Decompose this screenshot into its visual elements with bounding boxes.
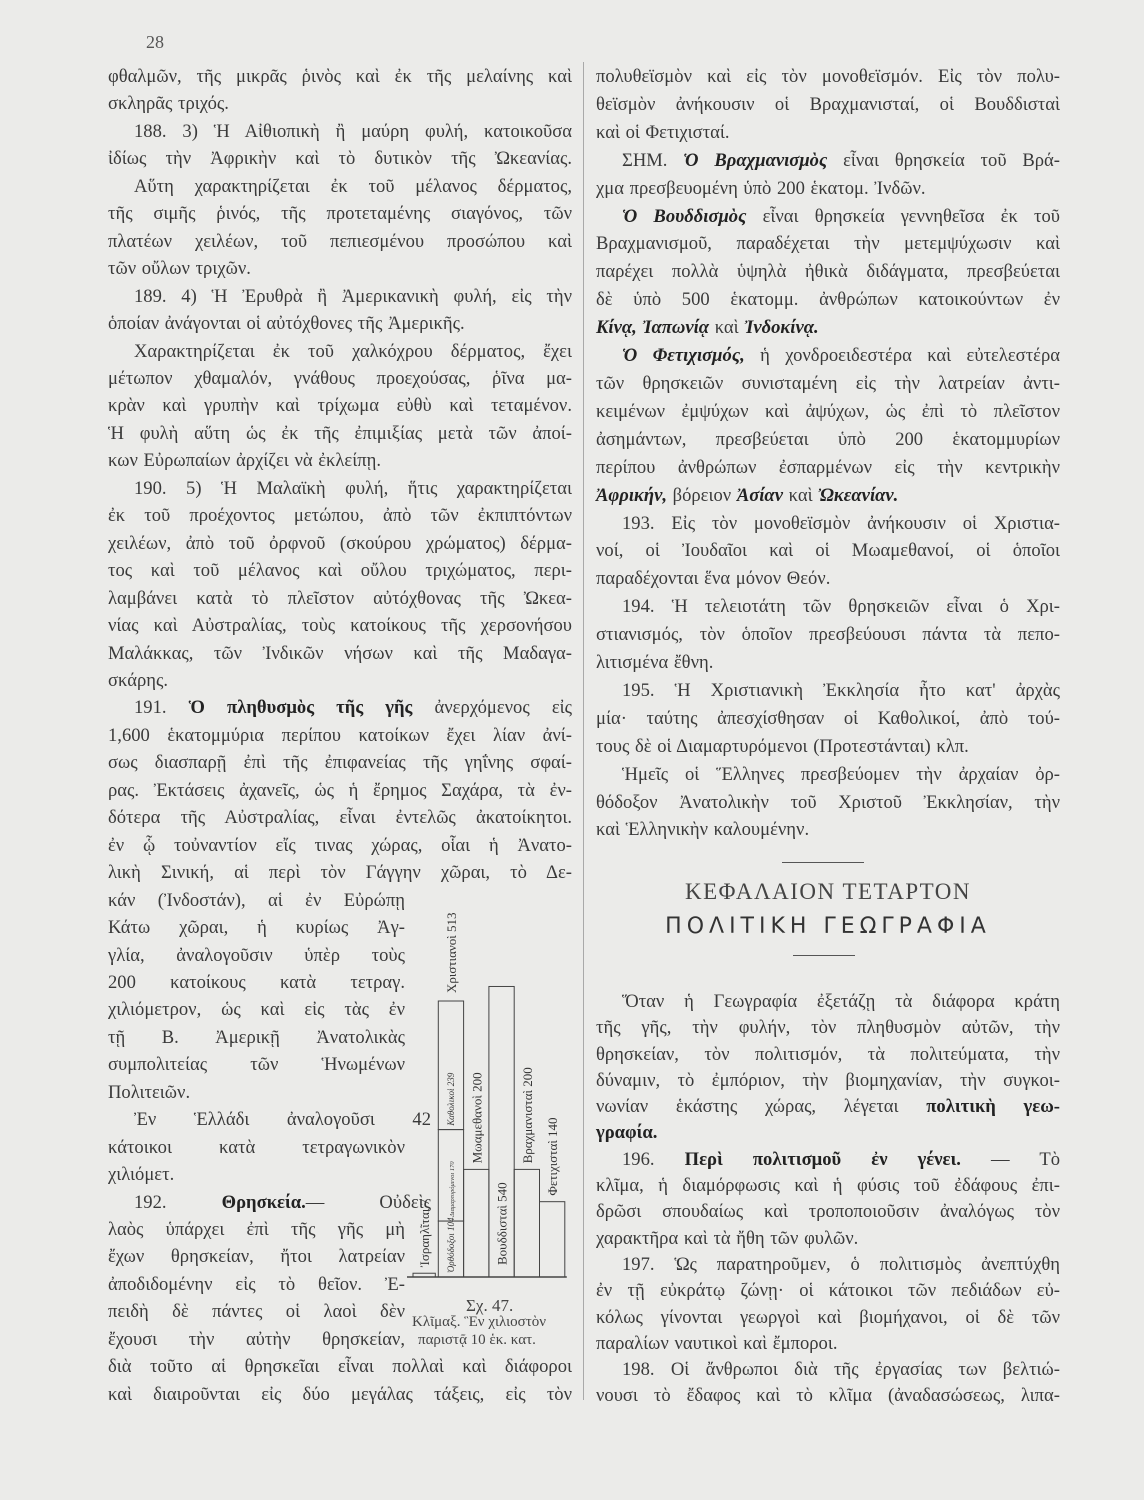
text-run: τῶν οὔλων τριχῶν. <box>108 258 251 280</box>
text-line <box>108 475 572 502</box>
text-line <box>108 1326 405 1353</box>
text-run: χειλέων, ἀπὸ τοῦ ὀρφνοῦ (σκούρου χρώματος) δέρμα- <box>108 532 572 554</box>
text-run: 1,600 ἑκατομμύρια περίπου κατοίκων ἔχει λίαν ἀνί- <box>108 724 572 746</box>
bar <box>464 1169 489 1277</box>
text-line <box>108 996 405 1023</box>
text-run: κρὰν καὶ γρυπὴν καὶ τρίχωμα εὐθὺ καὶ τεταμένον. <box>108 395 572 417</box>
text-run: Ἡμεῖς οἱ Ἕλληνες πρεσβεύομεν τὴν ἀρχαίαν ὀρ- <box>622 763 1060 785</box>
text-run: Ἡ φυλὴ αὕτη ὡς ἐκ τῆς ἐπιμιξίας μετὰ τῶν ἀποί- <box>108 422 572 444</box>
emphasized-term: Ὁ Βουδδισμὸς <box>622 205 747 227</box>
text-line <box>596 989 1060 1015</box>
text-line <box>108 1134 405 1161</box>
bar <box>540 1202 565 1277</box>
text-run: θεϊσμὸν ἀνήκουσιν οἱ Βραχμανισταί, οἱ Βουδδισταὶ <box>596 93 1060 115</box>
text-run: γλία, ἀναλογοῦσιν ὑπὲρ τοὺς <box>108 944 405 966</box>
text-run: 191. <box>134 697 189 719</box>
text-line <box>108 667 572 694</box>
text-run: ἐν ᾧ τοὐναντίον εἴς τινας χώρας, οἷαι ἡ Ἀνατο- <box>108 834 572 856</box>
bar-label: Φετιχισταὶ 140 <box>545 1117 561 1196</box>
text-line <box>596 677 1060 705</box>
text-line <box>108 118 572 145</box>
religions-bar-chart <box>400 870 600 1290</box>
text-line <box>108 777 572 804</box>
text-run: τῆς γῆς, τὴν φυλήν, τὸν πληθυσμὸν αὐτῶν, τὴν <box>596 1017 1060 1039</box>
text-line <box>108 914 405 941</box>
text-run: χμα πρεσβευομένη ὑπὸ 200 ἑκατομ. Ἰνδῶν. <box>596 177 926 199</box>
emphasized-term: Κίνᾳ, Ἰαπωνίᾳ <box>596 317 710 339</box>
bar <box>514 1169 539 1277</box>
text-line <box>108 228 572 255</box>
text-line <box>108 1051 405 1078</box>
text-line <box>108 1106 431 1133</box>
text-line <box>108 749 572 776</box>
text-line <box>596 1042 1060 1068</box>
text-line <box>596 705 1060 733</box>
text-run: ἀποδιδομένην εἰς τὸ θεῖον. Ἐ- <box>108 1273 405 1295</box>
text-run: δότερα τῆς Αὐστραλίας, εἶναι ἐντελῶς ἀκατοίκητοι. <box>108 807 572 829</box>
emphasized-term: Ὁ πληθυσμὸς τῆς γῆς <box>188 697 413 719</box>
text-line <box>108 557 572 584</box>
text-run: Ἐν Ἑλλάδι ἀναλογοῦσι 42 <box>134 1109 431 1131</box>
text-run: σκληρᾶς τριχός. <box>108 93 229 115</box>
text-line <box>108 63 572 90</box>
bar-label: Βραχμανισταὶ 200 <box>519 1067 535 1164</box>
text-run: τῇ Β. Ἀμερικῇ Ἀνατολικὰς <box>108 1026 405 1048</box>
emphasized-term: Περὶ πολιτισμοῦ ἐν γένει. <box>684 1148 961 1170</box>
chapter-rule-bottom <box>793 955 855 956</box>
text-line <box>108 1079 405 1106</box>
text-line <box>596 398 1060 426</box>
chapter-rule-top <box>782 862 864 863</box>
text-line <box>108 722 572 749</box>
chapter-title: ΠΟΛΙΤΙΚΗ ΓΕΩΓΡΑΦΙΑ <box>665 914 991 939</box>
text-line <box>108 145 572 172</box>
emphasized-term: πολιτικὴ γεω- <box>926 1096 1060 1118</box>
text-run: Αὕτη χαρακτηρίζεται ἐκ τοῦ μέλανος δέρματος, <box>134 175 572 197</box>
text-line <box>108 585 572 612</box>
text-run: φθαλμῶν, τῆς μικρᾶς ῥινὸς καὶ ἐκ τῆς μελαίνης καὶ <box>108 66 572 87</box>
text-line <box>596 1357 1060 1383</box>
right-column-bottom <box>596 989 1060 1410</box>
text-run: 188. 3) Ἡ Αἰθιοπικὴ ἢ μαύρη φυλή, κατοικοῦσα <box>134 120 572 142</box>
chapter-number-title: ΚΕΦΑΛΑΙΟΝ ΤΕΤΑΡΤΟΝ <box>684 879 972 904</box>
text-line <box>108 969 405 996</box>
text-line <box>108 1298 405 1325</box>
text-run: νοί, οἱ Ἰουδαῖοι καὶ οἱ Μωαμεθανοί, οἱ ὁποῖοι <box>596 540 1060 562</box>
text-run: χιλιόμετρον, ὡς καὶ εἰς τὰς ἐν <box>108 999 405 1021</box>
text-run: καὶ <box>709 317 745 339</box>
text-run: βόρειον <box>666 484 737 506</box>
text-line <box>596 1305 1060 1331</box>
scale-note-line-2: παριστᾷ 10 ἑκ. κατ. <box>418 1332 536 1348</box>
text-line <box>596 1383 1060 1409</box>
text-run: 189. 4) Ἡ Ἐρυθρὰ ἢ Ἀμερικανικὴ φυλή, εἰς τὴν <box>134 285 572 307</box>
text-run: Πολιτειῶν. <box>108 1081 191 1103</box>
bar-label: Βουδδισταὶ 540 <box>494 1182 510 1265</box>
text-run: εἶναι θρησκεία τοῦ Βρά- <box>827 149 1060 171</box>
text-run: περίπου ἀνθρώπων ἐσπαρμένων εἰς τὴν κεντρικὴν <box>596 456 1060 478</box>
text-line <box>108 338 572 365</box>
text-run: Χαρακτηρίζεται ἐκ τοῦ χαλκόχρου δέρματος, ἔχει <box>134 340 572 362</box>
figure-caption: Σχ. 47. <box>466 1296 514 1315</box>
segment-label: Ὀρθόδοξοι 104 <box>445 1217 456 1273</box>
text-run: νωνίαν ἑκάστης χώρας, λέγεται <box>596 1096 927 1118</box>
text-run: ἔχων θρησκείαν, ἤτοι λατρείαν <box>108 1246 405 1268</box>
text-line <box>108 1243 405 1270</box>
text-line <box>108 1161 405 1188</box>
text-line <box>108 1216 405 1243</box>
bar-label: Μωαμεθανοὶ 200 <box>469 1072 485 1164</box>
text-run: χαρακτῆρα καὶ τὰ ἤθη τῶν φυλῶν. <box>596 1227 859 1249</box>
text-line <box>596 733 1060 761</box>
text-run: θόδοξον Ἀνατολικὴν τοῦ Χριστοῦ Ἐκκλησίαν, τὴν <box>596 791 1060 813</box>
text-run: μέτωπον χθαμαλόν, γνάθους προεχούσας, ῥῖνα μα- <box>108 367 572 389</box>
text-run: χιλιόμετ. <box>108 1164 175 1186</box>
text-line <box>108 887 405 914</box>
text-line <box>596 258 1060 286</box>
text-line <box>108 255 572 282</box>
text-run: τος καὶ τοῦ μέλανος καὶ οὔλου τριχώματος, περι- <box>108 560 572 582</box>
text-run: εἶναι θρησκεία γεννηθεῖσα ἐκ τοῦ <box>746 205 1060 227</box>
text-line <box>596 1173 1060 1199</box>
text-run: Κάτω χῶραι, ἡ κυρίως Ἀγ- <box>108 917 405 939</box>
text-line <box>596 789 1060 817</box>
text-run: — Τὸ <box>960 1148 1061 1170</box>
text-line <box>108 1353 572 1380</box>
text-run: στιανισμός, τὸν ὁποῖον πρεσβεύουσι πάντα τὰ πεπο- <box>596 624 1060 646</box>
text-line <box>596 1068 1060 1094</box>
segment-label: Καθολικοὶ 239 <box>445 1072 456 1126</box>
text-run: νίας καὶ Αὐστραλίας, τοὺς κατοίκους τῆς χερσονήσου <box>108 615 572 637</box>
text-run: καὶ οἱ Φετιχισταί. <box>596 121 730 143</box>
text-line <box>108 1189 431 1216</box>
text-run: μία· ταύτης ἀπεσχίσθησαν οἱ Καθολικοί, ἀπὸ τού- <box>596 707 1060 729</box>
bar-label: Χριστιανοὶ 513 <box>443 912 459 994</box>
text-line <box>596 1278 1060 1304</box>
text-run: καὶ <box>782 484 819 506</box>
text-run: ἀνερχόμενος εἰς <box>412 697 572 719</box>
text-run: λικὴ Σινική, αἱ περὶ τὸν Γάγγην χῶραι, τὸ Δε- <box>108 862 572 884</box>
text-line <box>108 640 572 667</box>
text-line <box>108 942 405 969</box>
text-run: δρῶσι σπουδαίως καὶ τροποποιοῦσιν ἀναλόγως τὸν <box>596 1201 1060 1223</box>
scale-note-line-1: Κλῖμαξ. Ἓν χιλιοστὸν <box>412 1314 547 1330</box>
text-line <box>596 147 1060 175</box>
text-line <box>596 370 1060 398</box>
text-line <box>108 502 572 529</box>
text-run: — Οὐδεὶς <box>305 1191 431 1213</box>
right-column-top <box>596 63 1060 844</box>
text-run: πλατέων χειλέων, τοῦ πεπιεσμένου προσώπου καὶ <box>108 230 572 252</box>
text-run: σκάρης. <box>108 669 168 691</box>
text-run: σως διασπαρῇ ἐπὶ τῆς ἐπιφανείας τῆς γηΐνης σφαί- <box>108 752 572 774</box>
text-run: θρησκείαν, τὸν πολιτισμόν, τὰ πολιτεύματα, τὴν <box>596 1043 1060 1065</box>
text-run: κάν (Ἰνδοστάν), αἱ ἐν Εὐρώπῃ <box>108 889 405 911</box>
text-line <box>108 447 572 474</box>
text-line <box>596 1120 1060 1146</box>
text-run: τους δὲ οἱ Διαμαρτυρόμενοι (Προτεστάνται) κλπ. <box>596 735 969 757</box>
text-line <box>596 1147 1060 1173</box>
text-run: 197. Ὡς παρατηροῦμεν, ὁ πολιτισμὸς ἀνεπτύχθη <box>622 1253 1060 1275</box>
text-line <box>108 1381 572 1408</box>
text-line <box>596 203 1060 231</box>
text-run: 198. Οἱ ἄνθρωποι διὰ τῆς ἐργασίας των βελτιώ- <box>622 1359 1060 1381</box>
emphasized-term: Ὁ Βραχμανισμὸς <box>683 149 828 171</box>
text-line <box>596 649 1060 677</box>
text-run: παρέχει πολλὰ ὑψηλὰ ἠθικὰ διδάγματα, πρεσβεύεται <box>596 261 1060 283</box>
emphasized-term: Θρησκεία. <box>221 1191 306 1213</box>
text-line <box>108 392 572 419</box>
text-line <box>596 1252 1060 1278</box>
emphasized-term: Ἀφρικήν, <box>596 484 667 506</box>
text-run: παραλίων ναυτικοὶ καὶ ἔμποροι. <box>596 1332 838 1354</box>
text-run: καὶ Ἑλληνικὴν καλουμένην. <box>596 819 810 841</box>
text-run: καὶ διαιροῦνται εἰς δύο μεγάλας τάξεις, εἰς τὸν <box>108 1383 572 1405</box>
text-line <box>596 454 1060 482</box>
bar-label: Ἰσραηλῖται 7 <box>417 1198 433 1268</box>
text-run: κων Εὐρωπαίων ἀρχίζει νὰ ἐκλείπῃ. <box>108 450 382 472</box>
text-line <box>596 1331 1060 1357</box>
text-run: 196. <box>622 1148 685 1170</box>
text-run: δύναμιν, τὸ ἐμπόριον, τὴν βιομηχανίαν, τὴν συγκοι- <box>596 1069 1060 1091</box>
text-run: κάτοικοι κατὰ τετραγωνικὸν <box>108 1136 405 1158</box>
text-line <box>596 761 1060 789</box>
text-line <box>596 91 1060 119</box>
text-run: πειδὴ δὲ πάντες οἱ λαοὶ δὲν <box>108 1301 405 1323</box>
text-run: 190. 5) Ἡ Μαλαϊκὴ φυλή, ἥτις χαρακτηρίζεται <box>134 477 572 499</box>
text-line <box>108 530 572 557</box>
text-run: λιτισμένα ἔθνη. <box>596 652 714 674</box>
text-line <box>596 1094 1060 1120</box>
text-run: λαὸς ὑπάρχει ἐπὶ τῆς γῆς μὴ <box>108 1219 405 1241</box>
text-run: ἰδίως τὴν Ἀφρικὴν καὶ τὸ δυτικὸν τῆς Ὠκεανίας. <box>108 148 572 170</box>
text-line <box>596 63 1060 91</box>
text-line <box>108 310 572 337</box>
emphasized-term: Ὠκεανίαν. <box>818 484 899 506</box>
text-line <box>108 283 572 310</box>
text-line <box>596 621 1060 649</box>
text-run: πολυθεϊσμὸν καὶ εἰς τὸν μονοθεϊσμόν. Εἰς τὸν πολυ- <box>596 66 1060 87</box>
text-run: Ὅταν ἡ Γεωγραφία ἐξετάζῃ τὰ διάφορα κράτη <box>622 991 1060 1012</box>
text-line <box>108 832 572 859</box>
text-run: ἐκ τοῦ προέχοντος μετώπου, ἀπὸ τῶν ἐκπιπτόντων <box>108 505 572 527</box>
text-run: κειμένων ἐμψύχων καὶ ἀψύχων, ὡς ἐπὶ τὸ πλεῖστον <box>596 400 1060 422</box>
text-run: παραδέχονται ἕνα μόνον Θεόν. <box>596 568 831 590</box>
emphasized-term: Ὁ Φετιχισμός, <box>622 345 745 367</box>
segment-label: Διαμαρτυρόμενοι 170 <box>448 1161 456 1218</box>
text-line <box>108 694 572 721</box>
text-line <box>596 1199 1060 1225</box>
text-line <box>596 1015 1060 1041</box>
text-run: κλῖμα, ἡ διαμόρφωσις καὶ ἡ φύσις τοῦ ἐδάφους ἐπι- <box>596 1175 1060 1197</box>
text-run: λαμβάνει κατὰ τὸ πλεῖστον αὐτόχθονας τῆς Ὠκεα- <box>108 587 572 609</box>
text-line <box>596 1226 1060 1252</box>
text-line <box>596 286 1060 314</box>
text-run: Βραχμανισμοῦ, παραδέχεται τὴν μετεμψύχωσιν καὶ <box>596 233 1060 255</box>
text-run: 193. Εἰς τὸν μονοθεϊσμὸν ἀνήκουσιν οἱ Χριστια- <box>622 512 1060 534</box>
page-number: 28 <box>146 32 164 52</box>
text-run: ἀσημάντων, πρεσβεύεται ὑπὸ 200 ἑκατομμυρίων <box>596 428 1060 450</box>
text-line <box>596 426 1060 454</box>
text-line <box>108 173 572 200</box>
text-run: ἡ χονδροειδεστέρα καὶ εὐτελεστέρα <box>744 345 1060 367</box>
text-line <box>108 1271 405 1298</box>
text-run: Μαλάκκας, τῶν Ἰνδικῶν νήσων καὶ τῆς Μαδαγα- <box>108 642 572 664</box>
text-line <box>108 200 572 227</box>
text-line <box>108 365 572 392</box>
text-line <box>596 119 1060 147</box>
emphasized-term: γραφία. <box>596 1122 658 1144</box>
text-run: κόλως γίνονται γεωργοὶ καὶ βιομήχανοι, οἱ δὲ τῶν <box>596 1306 1060 1328</box>
text-line <box>108 804 572 831</box>
text-run: ΣΗΜ. <box>622 149 684 171</box>
text-run: διὰ τοῦτο αἱ θρησκεῖαι εἶναι πολλαὶ καὶ διάφοροι <box>108 1356 572 1378</box>
text-line <box>596 342 1060 370</box>
text-run: 195. Ἡ Χριστιανικὴ Ἐκκλησία ἦτο κατ' ἀρχὰς <box>622 679 1060 701</box>
text-line <box>596 816 1060 844</box>
text-run: συμπολιτείας τῶν Ἡνωμένων <box>108 1054 405 1076</box>
text-run: τῆς σιμῆς ῥινός, τῆς προτεταμένης σιαγόνος, τῶν <box>108 203 572 225</box>
text-run: ἔχουσι τὴν αὐτὴν θρησκείαν, <box>108 1328 405 1350</box>
text-line <box>596 175 1060 203</box>
text-run: 192. <box>134 1191 222 1213</box>
text-line <box>596 482 1060 510</box>
text-run: δὲ ὑπὸ 500 ἑκατομμ. ἀνθρώπων κατοικούντων ἐν <box>596 289 1060 311</box>
text-line <box>596 230 1060 258</box>
text-run: 194. Ἡ τελειοτάτη τῶν θρησκειῶν εἶναι ὁ Χρι- <box>622 596 1060 618</box>
text-line <box>596 537 1060 565</box>
text-run: 200 κατοίκους κατὰ τετραγ. <box>108 971 405 993</box>
text-line <box>108 1024 405 1051</box>
emphasized-term: Ἀσίαν <box>736 484 783 506</box>
text-line <box>596 565 1060 593</box>
text-line <box>596 510 1060 538</box>
text-run: νουσι τὸ ἔδαφος καὶ τὸ κλῖμα (ἀναδασώσεως, λιπα- <box>596 1385 1060 1407</box>
emphasized-term: Ἰνδοκίνᾳ. <box>744 317 819 339</box>
text-line <box>108 420 572 447</box>
text-run: ὁποίαν ἀνάγονται οἱ αὐτόχθονες τῆς Ἀμερικῆς. <box>108 313 465 335</box>
text-run: ἐν τῇ εὐκράτῳ ζώνῃ· οἱ κάτοικοι τῶν πεδιάδων εὐ- <box>596 1280 1060 1302</box>
text-line <box>596 314 1060 342</box>
text-line <box>596 593 1060 621</box>
text-line <box>108 90 572 117</box>
text-line <box>108 612 572 639</box>
text-run: ρας. Ἐκτάσεις ἀχανεῖς, ὡς ἡ ἔρημος Σαχάρα, τὰ ἐν- <box>108 779 572 801</box>
text-run: τῶν θρησκειῶν συνισταμένη εἰς τὴν λατρείαν ἀντι- <box>596 372 1060 394</box>
